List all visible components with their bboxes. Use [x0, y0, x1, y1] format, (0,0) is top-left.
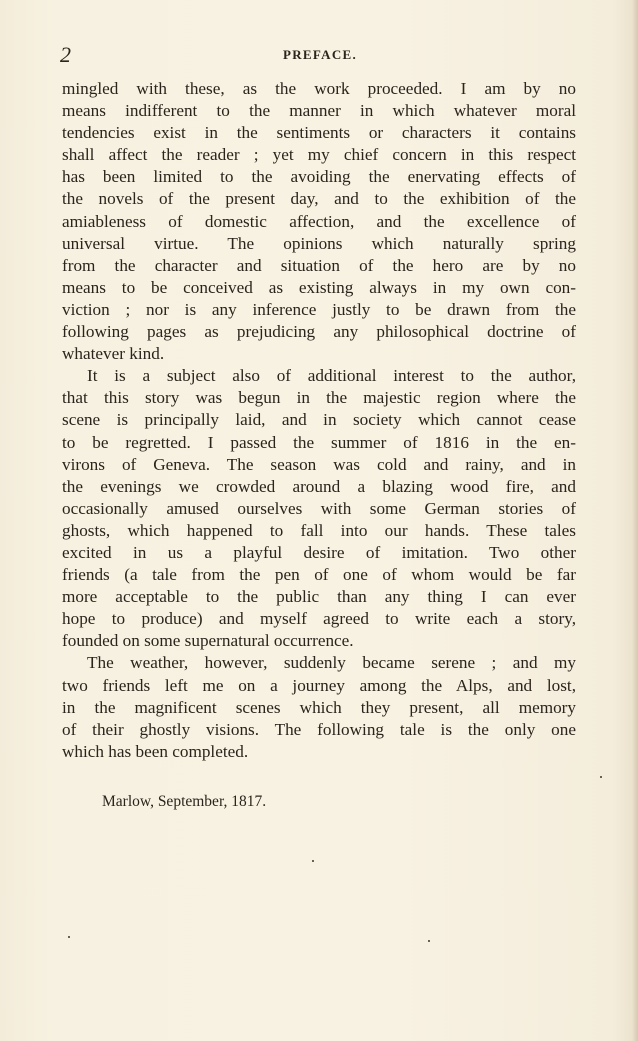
page-header	[60, 42, 580, 68]
preface-text	[62, 78, 576, 763]
text-line: means to be conceived as existing always in my own con-	[62, 277, 576, 297]
text-line: whatever kind.	[62, 344, 165, 364]
text-line: following pages as prejudicing any philosophical doctrine of	[62, 322, 576, 342]
text-line: amiableness of domestic affection, and the excellence of	[62, 211, 576, 231]
text-line: scene is principally laid, and in society which cannot cease	[62, 410, 576, 430]
text-line: means indifferent to the manner in which whatever moral	[62, 101, 576, 121]
paper-speck	[428, 940, 430, 942]
paragraph-start-line: It is a subject also of additional interest to the author,	[87, 366, 576, 386]
paper-speck	[600, 776, 602, 778]
text-line: mingled with these, as the work proceeded. I am by no	[62, 79, 576, 98]
text-line: tendencies exist in the sentiments or characters it contains	[62, 123, 576, 143]
text-line: ghosts, which happened to fall into our hands. These tales	[62, 520, 576, 540]
text-line: friends (a tale from the pen of one of whom would be far	[62, 565, 576, 585]
running-head: PREFACE.	[282, 47, 358, 62]
text-line: the novels of the present day, and to the exhibition of the	[62, 189, 576, 209]
signature-line: Marlow, September, 1817.	[102, 793, 267, 810]
paper-speck	[68, 936, 70, 938]
text-line: hope to produce) and myself agreed to write each a story,	[62, 609, 576, 629]
page-edge-shadow	[632, 0, 638, 1041]
paper-speck	[312, 860, 314, 862]
text-line: virons of Geneva. The season was cold and rainy, and in	[62, 454, 576, 474]
text-line: the evenings we crowded around a blazing wood fire, and	[62, 476, 576, 496]
text-line: shall affect the reader ; yet my chief concern in this respect	[62, 145, 576, 165]
text-line: excited in us a playful desire of imitation. Two other	[62, 542, 576, 562]
text-line: to be regretted. I passed the summer of 1816 in the en-	[62, 432, 576, 452]
text-line: in the magnificent scenes which they present, all memory	[62, 697, 576, 717]
text-line: founded on some supernatural occurrence.	[62, 631, 354, 651]
text-line: that this story was begun in the majestic region where the	[62, 388, 576, 408]
paragraph-start-line: The weather, however, suddenly became serene ; and my	[87, 653, 576, 673]
text-line: of their ghostly visions. The following tale is the only one	[62, 719, 576, 739]
text-line: more acceptable to the public than any thing I can ever	[62, 587, 576, 607]
text-line: viction ; nor is any inference justly to be drawn from the	[62, 299, 576, 319]
text-line: which has been completed.	[62, 741, 249, 761]
text-line: occasionally amused ourselves with some German stories of	[62, 498, 576, 518]
text-line: two friends left me on a journey among the Alps, and lost,	[62, 675, 576, 695]
text-line: has been limited to the avoiding the enervating effects of	[62, 167, 576, 187]
text-line: universal virtue. The opinions which naturally spring	[62, 233, 576, 253]
text-line: from the character and situation of the hero are by no	[62, 255, 576, 275]
page-number: 2	[60, 42, 71, 67]
